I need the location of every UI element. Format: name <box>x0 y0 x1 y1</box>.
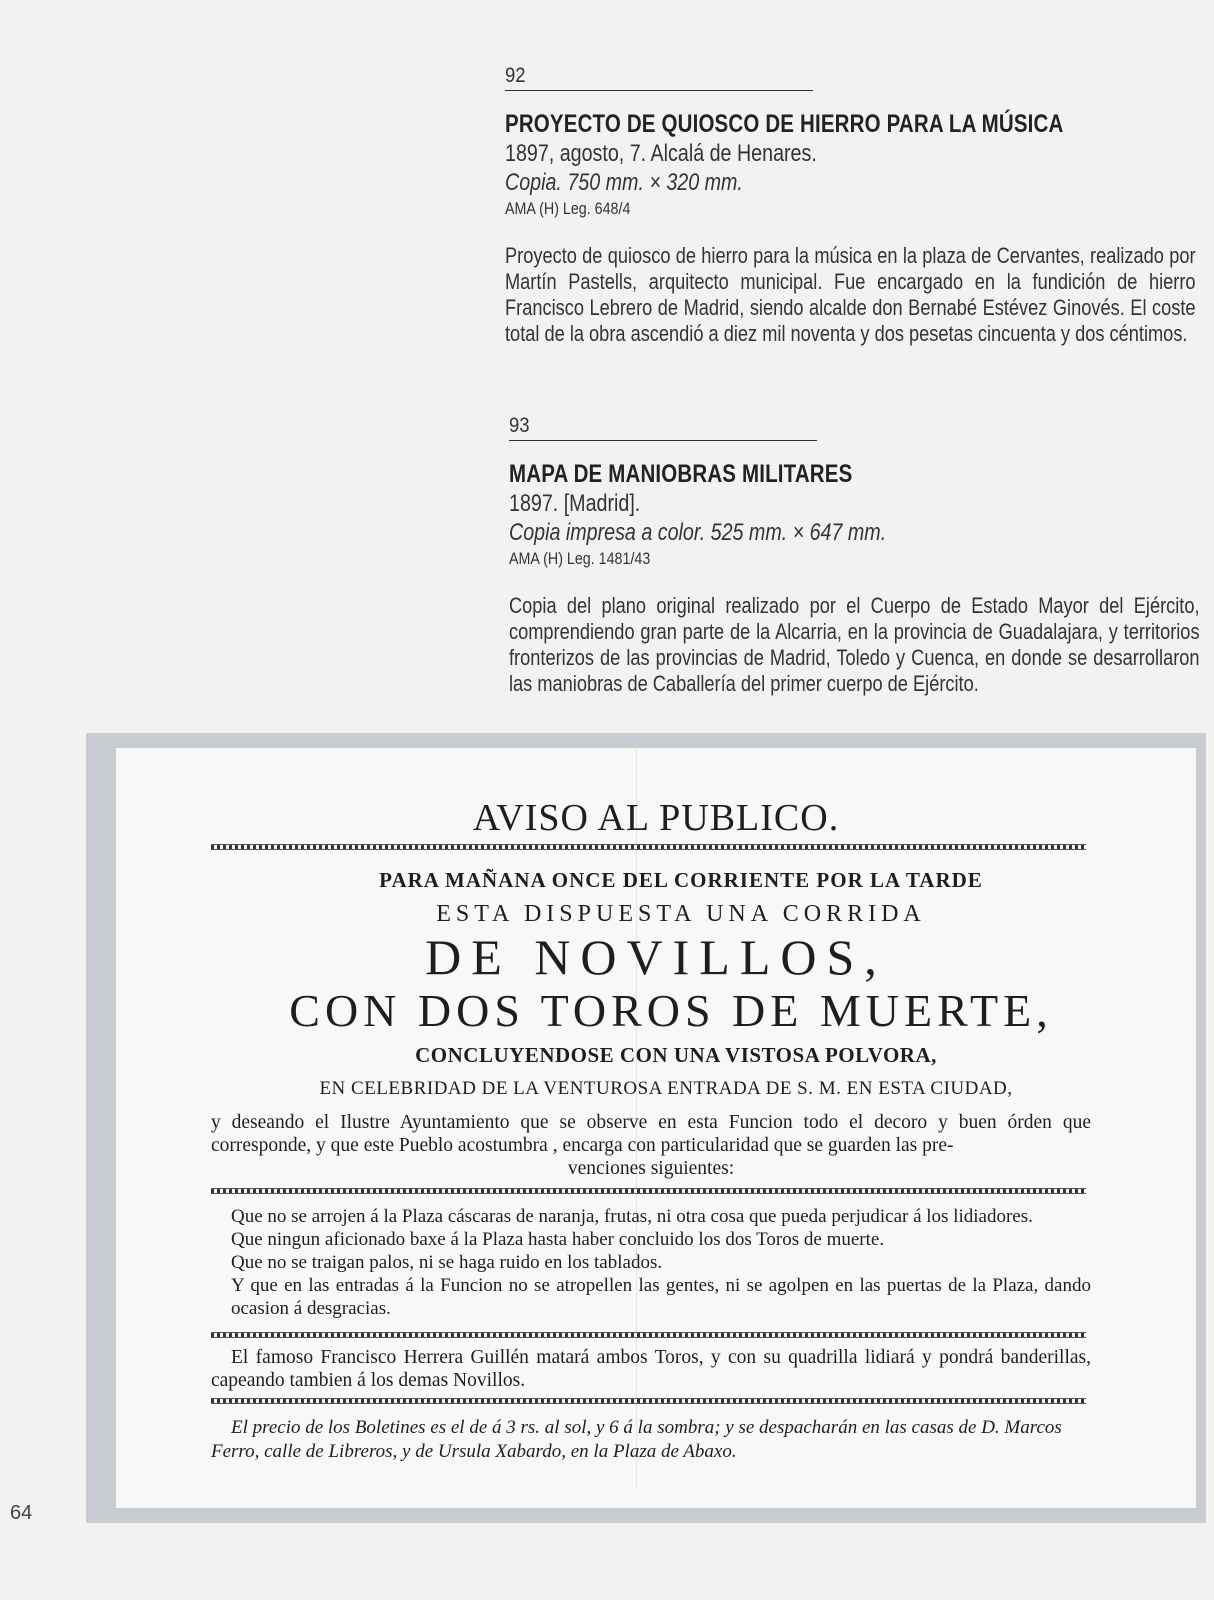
poster-sheet <box>116 748 1196 1508</box>
entry-description: Copia del plano original realizado por el Cuerpo de Estado Mayor del Ejército, comprendiendo gran parte de la Alcarria, en la provincia de Guadalajara, y territorios fronterizos de las provincias de Madrid, Toledo y Cuenca, en donde se desarrollaron las maniobras de Caballería del primer cuerpo de Ejército. <box>509 593 1200 696</box>
poster-line-6: EN CELEBRIDAD DE LA VENTUROSA ENTRADA DE S. M. EN ESTA CIUDAD, <box>319 1078 1013 1099</box>
poster-title: AVISO AL PUBLICO. <box>472 797 840 839</box>
poster-rule-3: Que no se traigan palos, ni se haga ruido en los tablados. <box>231 1252 663 1273</box>
poster-rule-1: Que no se arrojen á la Plaza cáscaras de naranja, frutas, ni otra cosa que pueda perjudicar á los lidiadores. <box>231 1206 1033 1227</box>
poster-price: El precio de los Boletines es el de á 3 rs. al sol, y 6 á la sombra; y se despacharán en las casas de D. Marcos Ferro, calle de Libreros, y de Ursula Xabardo, en la Plaza de Abaxo. <box>211 1417 1062 1462</box>
poster-matador: El famoso Francisco Herrera Guillén matará ambos Toros, y con su quadrilla lidiará y pondrá banderillas, capeando tambien á los demas Novillos. <box>211 1347 1091 1391</box>
entry-title: MAPA DE MANIOBRAS MILITARES <box>509 460 853 488</box>
entry-title: PROYECTO DE QUIOSCO DE HIERRO PARA LA MÚSICA <box>505 110 1064 138</box>
ornament-rule <box>211 844 1086 850</box>
poster-intro-end: venciones siguientes: <box>567 1158 735 1179</box>
poster-line-3: DE NOVILLOS, <box>425 929 887 985</box>
entry-reference: AMA (H) Leg. 1481/43 <box>509 549 651 568</box>
poster-figure <box>86 733 1206 1523</box>
ornament-rule <box>211 1332 1086 1338</box>
catalog-entry-92 <box>505 64 1205 347</box>
entry-number: 92 <box>505 64 813 91</box>
page-number: 64 <box>10 1502 33 1524</box>
entry-copy: Copia impresa a color. 525 mm. × 647 mm. <box>509 519 887 546</box>
poster-rule-2: Que ningun aficionado baxe á la Plaza hasta haber concluido los dos Toros de muerte. <box>231 1229 885 1250</box>
poster-line-1: PARA MAÑANA ONCE DEL CORRIENTE POR LA TARDE <box>379 868 983 892</box>
ornament-rule <box>211 1398 1086 1404</box>
entry-description: Proyecto de quiosco de hierro para la música en la plaza de Cervantes, realizado por Martín Pastells, arquitecto municipal. Fue encargado en la fundición de hierro Francisco Lebrero de Madrid, siendo alcalde don Bernabé Estévez Ginovés. El coste total de la obra ascendió a diez mil noventa y dos pesetas cincuenta y dos céntimos. <box>505 243 1196 346</box>
poster-intro: y deseando el Ilustre Ayuntamiento que se observe en esta Funcion todo el decoro y buen órden que corresponde, y que este Pueblo acostumbra , encarga con particularidad que se guarden las pre- <box>211 1112 1091 1156</box>
entry-date: 1897. [Madrid]. <box>509 490 641 517</box>
poster-rule-4: Y que en las entradas á la Funcion no se atropellen las gentes, ni se agolpen en las puertas de la Plaza, dando ocasion á desgracias. <box>231 1275 1091 1319</box>
poster-line-5: CONCLUYENDOSE CON UNA VISTOSA POLVORA, <box>415 1043 937 1067</box>
poster-line-2: ESTA DISPUESTA UNA CORRIDA <box>436 901 926 927</box>
entry-reference: AMA (H) Leg. 648/4 <box>505 199 631 218</box>
poster-line-4: CON DOS TOROS DE MUERTE, <box>289 985 1053 1036</box>
ornament-rule <box>211 1188 1086 1194</box>
entry-number: 93 <box>509 414 817 441</box>
entry-date: 1897, agosto, 7. Alcalá de Henares. <box>505 140 817 167</box>
entry-copy: Copia. 750 mm. × 320 mm. <box>505 169 743 196</box>
catalog-entry-93 <box>509 414 1209 697</box>
